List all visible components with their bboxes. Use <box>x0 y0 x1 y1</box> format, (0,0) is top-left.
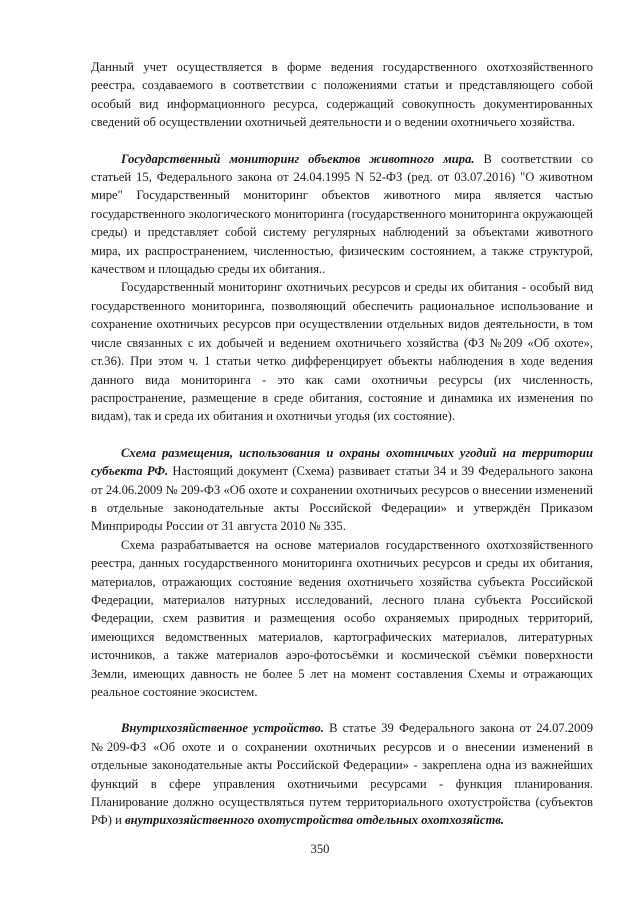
paragraph-text: В соответствии со статьей 15, Федерального закона от 24.04.1995 N 52-ФЗ (ред. от 03.07.2016) "О животном мире" Государственный мониторинг объектов животного мира является частью государственного экологического мониторинга (государственного мониторинга окружающей среды) и представляет собой систему регулярных наблюдений за объектами животного мира, их распространением, численностью, физическим состоянием, а также структурой, качеством и площадью среды их обитания.. <box>91 151 593 277</box>
section-heading-wildlife-monitoring: Государственный мониторинг объектов животного мира. <box>121 151 475 166</box>
paragraph-internal-arrangement <box>91 719 593 829</box>
section-heading-internal-arrangement: Внутрихозяйственное устройство. <box>121 721 324 736</box>
paragraph-text: В статье 39 Федерального закона от 24.07.2009 №209-ФЗ «Об охоте и о сохранении охотничьих ресурсов и о внесении изменений в отдельные законодательные акты Российской Федерации» - закреплена одна из важнейших функций в сфере управления охотничьими ресурсами - функция планирования. Планирование должно осуществляться путем территориального охотустройства (субъектов РФ) и <box>91 721 593 828</box>
paragraph-scheme-materials: Схема разрабатывается на основе материалов государственного охотхозяйственного реестра, данных государственного мониторинга охотничьих ресурсов и среды их обитания, материалов, отражающих состояние ведения охотничьего хозяйства субъекта Российской Федерации, материалов натурных исследований, лесного плана субъекта Российской Федерации, схем развития и размещения особо охраняемых природных территорий, имеющихся ведомственных материалов, картографических материалов, литературных источников, а также материалов аэро-фотосъёмки и космической съёмки поверхности Земли, имеющих давность не более 5 лет на момент составления Схемы и отражающих реальное состояние экосистем. <box>91 537 593 699</box>
section-heading-hunting-grounds-scheme: Схема размещения, использования и охраны охотничьих угодий на территории субъекта РФ. <box>91 445 593 479</box>
paragraph-hunting-registry: Данный учет осуществляется в форме ведения государственного охотхозяйственного реестра, создаваемого в соответствии с положениями статьи и представляющего собой особый вид информационного ресурса, содержащий совокупность документированных сведений об осуществлении охотничьей деятельности и о ведении охотничьего хозяйства. <box>91 60 593 130</box>
paragraph-text: Настоящий документ (Схема) развивает статьи 34 и 39 Федерального закона от 24.06.2009 № 209-ФЗ «Об охоте и сохранении охотничьих ресурсов о внесении изменений в отдельные законодательные акты Российской Федерации» и утверждён Приказом Минприроды России от 31 августа 2010 № 335. <box>91 464 593 534</box>
paragraph-wildlife-monitoring <box>91 150 593 279</box>
page-number: 350 <box>310 842 330 856</box>
paragraph-hunting-grounds-scheme <box>91 444 593 536</box>
paragraph-gap <box>91 701 593 719</box>
paragraph-italic-emphasis: внутрихозяйственного охотустройства отдельных охотхозяйств. <box>124 813 505 828</box>
paragraph-gap <box>91 426 593 444</box>
paragraph-gap <box>91 132 593 150</box>
paragraph-hunting-resources-monitoring: Государственный мониторинг охотничьих ресурсов и среды их обитания - особый вид государственного мониторинга, позволяющий обеспечить рациональное использование и сохранение охотничьих ресурсов при осуществлении отдельных видов деятельности, в том числе связанных с их добычей и ведением охотничьего хозяйства (ФЗ №209 «Об охоте», ст.36). При этом ч. 1 статьи четко дифференцирует объекты наблюдения в ходе ведения данного вида мониторинга - это как сами охотничьи ресурсы (их численность, распространение, размещение в среде обитания, состояние и динамика их изменения по видам), так и среда их обитания и охотничьи угодья (их состояние). <box>91 280 593 424</box>
